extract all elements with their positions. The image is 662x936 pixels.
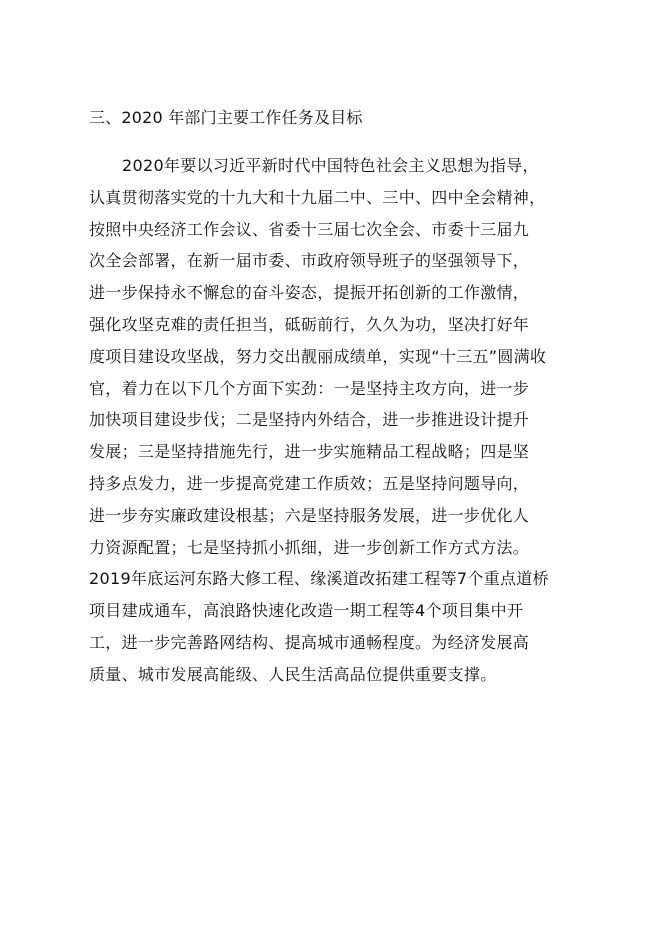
section-heading: 三、2020 年部门主要工作任务及目标: [89, 108, 363, 127]
paragraph-line: 力资源配置；七是坚持抓小抓细，进一步创新工作方式方法。: [89, 537, 530, 557]
paragraph-line: 度项目建设攻坚战，努力交出靓丽成绩单，实现“十三五”圆满收: [89, 346, 547, 366]
paragraph-line: 工，进一步完善路网结构、提高城市通畅程度。为经济发展高: [89, 632, 530, 652]
paragraph-line: 2019年底运河东路大修工程、缘溪道改拓建工程等7个重点道桥: [89, 569, 549, 589]
paragraph-line: 官，着力在以下几个方面下实劲：一是坚持主攻方向，进一步: [89, 378, 530, 398]
paragraph-line: 项目建成通车，高浪路快速化改造一期工程等4个项目集中开: [89, 601, 524, 621]
paragraph-line: 强化攻坚克难的责任担当，砥砺前行，久久为功，坚决打好年: [89, 314, 530, 334]
paragraph-line: 发展；三是坚持措施先行，进一步实施精品工程战略；四是坚: [89, 442, 530, 462]
paragraph-line: 持多点发力，进一步提高党建工作质效；五是坚持问题导向，: [89, 473, 530, 493]
paragraph-line: 加快项目建设步伐；二是坚持内外结合，进一步推进设计提升: [89, 410, 530, 430]
paragraph-line: 2020年要以习近平新时代中国特色社会主义思想为指导，: [122, 156, 539, 175]
paragraph-line: 按照中央经济工作会议、省委十三届七次全会、市委十三届九: [89, 219, 530, 239]
paragraph-line: 进一步保持永不懈怠的奋斗姿态，提振开拓创新的工作激情，: [89, 283, 530, 303]
paragraph-line: 认真贯彻落实党的十九大和十九届二中、三中、四中全会精神，: [89, 187, 546, 207]
paragraph-line: 次全会部署，在新一届市委、市政府领导班子的坚强领导下，: [89, 251, 530, 271]
paragraph-line: 进一步夯实廉政建设根基；六是坚持服务发展，进一步优化人: [89, 505, 530, 525]
paragraph-line: 质量、城市发展高能级、人民生活高品位提供重要支撑。: [89, 664, 497, 684]
body-paragraph: [89, 150, 589, 691]
